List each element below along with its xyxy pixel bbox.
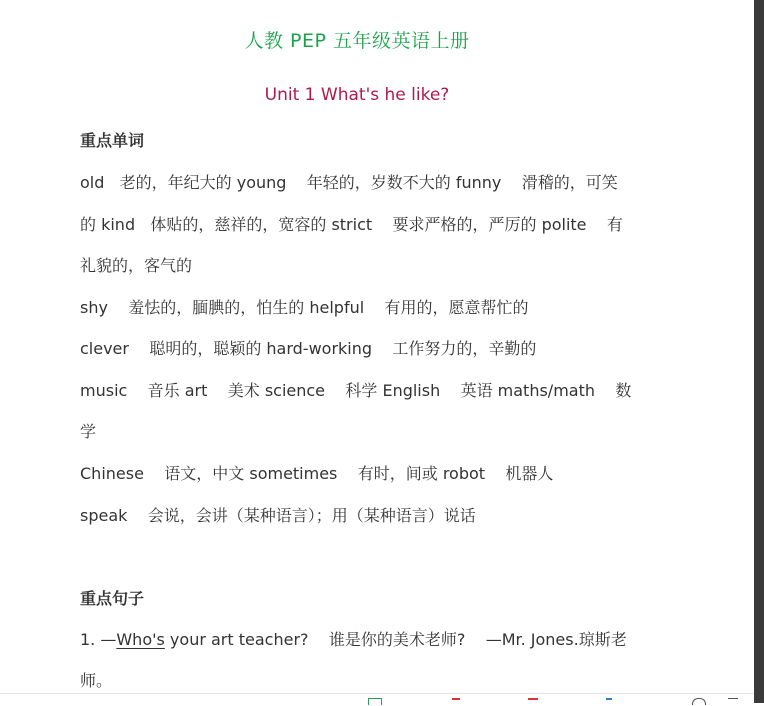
toolbar-icon[interactable] [528,698,538,706]
window-edge [754,0,764,703]
bottom-toolbar [0,693,754,704]
vocab-line: music 音乐 art 美术 science 科学 English 英语 maths/math 数 [80,381,632,400]
vocab-line: 学 [80,422,97,441]
toolbar-icon[interactable] [368,698,382,705]
vocab-line: shy 羞怯的，腼腆的，怕生的 helpful 有用的，愿意帮忙的 [80,298,529,317]
vocab-line: 礼貌的，客气的 [80,256,193,275]
sentence-rest: your art teacher? 谁是你的美术老师? —Mr. Jones.琼斯老 [164,630,627,649]
sentence-item-1-continuation: 师。 [80,671,113,690]
sentences-heading: 重点句子 [80,589,145,608]
toolbar-icon[interactable] [692,698,706,705]
vocab-line: clever 聪明的，聪颖的 hard-working 工作努力的，辛勤的 [80,339,537,358]
vocab-line: speak 会说，会讲（某种语言）；用（某种语言）说话 [80,506,476,525]
vocab-heading: 重点单词 [80,131,145,150]
toolbar-icon[interactable] [606,698,612,706]
vocab-line: 的 kind 体贴的，慈祥的，宽容的 strict 要求严格的，严厉的 polite 有 [80,215,623,234]
sentence-prefix: 1. — [80,630,117,649]
vocab-line: Chinese 语文，中文 sometimes 有时，间或 robot 机器人 [80,464,554,483]
toolbar-icon[interactable] [452,698,460,706]
sentence-item-1 [80,627,627,650]
sentence-underlined-word: Who's [116,630,165,649]
unit-title: Unit 1 What's he like? [264,85,450,105]
document-title: 人教 PEP 五年级英语上册 [244,30,470,52]
vocab-line: old 老的，年纪大的 young 年轻的，岁数不大的 funny 滑稽的，可笑 [80,173,618,192]
toolbar-icon[interactable] [728,698,738,705]
